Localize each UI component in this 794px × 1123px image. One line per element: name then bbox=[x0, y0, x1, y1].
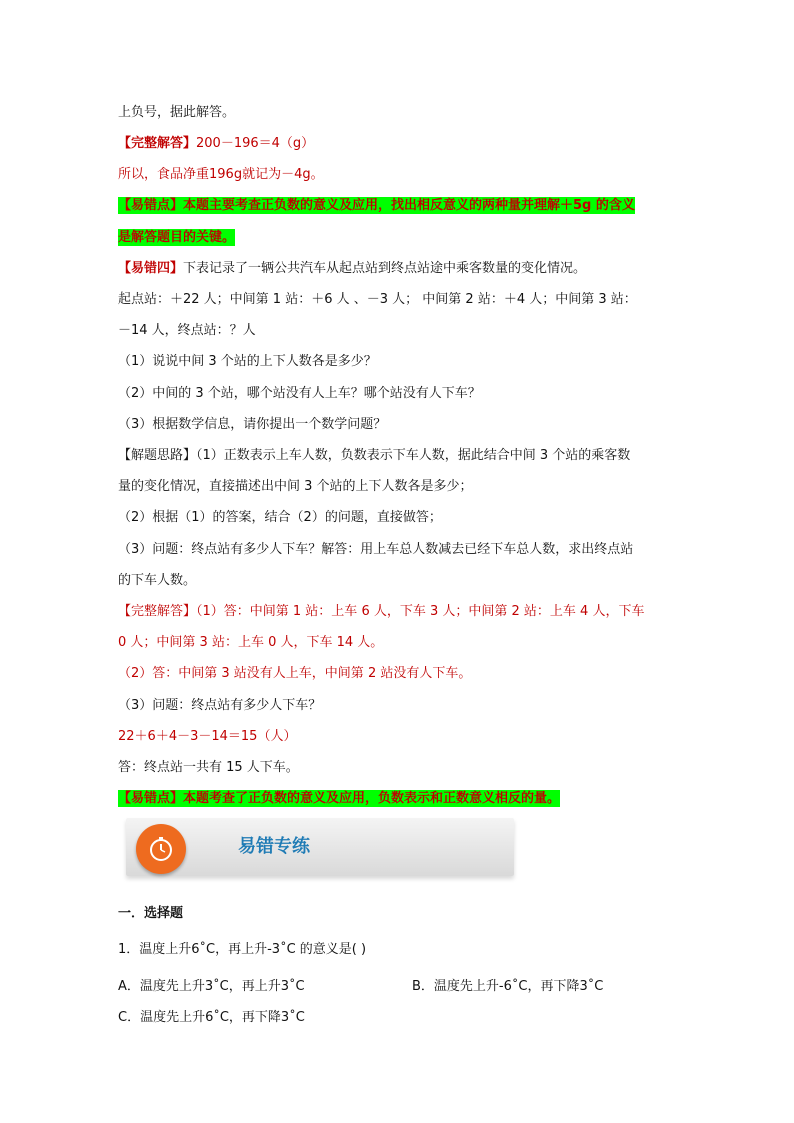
solution-idea-b: 量的变化情况，直接描述出中间 3 个站的上下人数各是多少； bbox=[118, 479, 473, 494]
sub-question-3: （3）根据数学信息，请你提出一个数学问题？ bbox=[118, 417, 387, 432]
mc-option-b: B．温度先上升-6˚C，再下降3˚C bbox=[412, 979, 604, 994]
section-banner bbox=[126, 818, 514, 876]
banner-title: 易错专练 bbox=[238, 836, 310, 857]
full-answer-b: 0 人；中间第 3 站：上车 0 人，下车 14 人。 bbox=[118, 635, 384, 650]
full-answer-e: 22＋6＋4－3－14＝15（人） bbox=[118, 729, 297, 744]
note-line-2: 【易错点】本题考查了正负数的意义及应用，负数表示和正数意义相反的量。 bbox=[118, 791, 561, 806]
question-data-a: 起点站：＋22 人；中间第 1 站：＋6 人 、－3 人； 中间第 2 站：＋4 人；中间第 3 站： bbox=[118, 292, 637, 307]
sub-question-1: （1）说说中间 3 个站的上下人数各是多少？ bbox=[118, 354, 377, 369]
section-heading: 一．选择题 bbox=[118, 906, 184, 921]
answer-line-1 bbox=[118, 134, 314, 154]
question-data-b: －14 人，终点站：？人 bbox=[118, 323, 256, 338]
paragraph-result: 所以，食品净重196g就记为－4g。 bbox=[118, 167, 324, 182]
full-answer-f: 答：终点站一共有 15 人下车。 bbox=[118, 760, 299, 775]
mc-option-a: A．温度先上升3˚C，再上升3˚C bbox=[118, 979, 305, 994]
answer-label: 【完整解答】 bbox=[118, 136, 197, 151]
full-answer-c: （2）答：中间第 3 站没有人上车，中间第 2 站没有人下车。 bbox=[118, 666, 472, 681]
full-answer-d: （3）问题：终点站有多少人下车？ bbox=[118, 698, 322, 713]
stopwatch-icon bbox=[136, 824, 186, 874]
answer-text: 200－196＝4（g） bbox=[196, 136, 315, 151]
solution-idea-d: （3）问题：终点站有多少人下车？解答：用上车总人数减去已经下车总人数，求出终点站 bbox=[118, 542, 634, 557]
full-answer-a: 【完整解答】（1）答：中间第 1 站：上车 6 人，下车 3 人；中间第 2 站：上车 4 人，下车 bbox=[118, 604, 645, 619]
mc-question: 1．温度上升6˚C，再上升-3˚C 的意义是( ) bbox=[118, 942, 367, 957]
mc-option-c: C．温度先上升6˚C，再下降3˚C bbox=[118, 1010, 305, 1025]
question-four bbox=[118, 259, 586, 279]
question-label: 【易错四】 bbox=[118, 261, 184, 276]
paragraph-intro: 上负号，据此解答。 bbox=[118, 105, 236, 120]
sub-question-2: （2）中间的 3 个站，哪个站没有人上车？哪个站没有人下车？ bbox=[118, 386, 481, 401]
note-line-1a: 【易错点】本题主要考查正负数的意义及应用，找出相反意义的两种量并理解＋5g 的含义 bbox=[118, 198, 635, 213]
solution-idea-a: 【解题思路】（1）正数表示上车人数，负数表示下车人数，据此结合中间 3 个站的乘客数 bbox=[118, 448, 631, 463]
solution-idea-e: 的下车人数。 bbox=[118, 573, 197, 588]
solution-idea-c: （2）根据（1）的答案，结合（2）的问题，直接做答； bbox=[118, 510, 442, 525]
question-text: 下表记录了一辆公共汽车从起点站到终点站途中乘客数量的变化情况。 bbox=[183, 261, 587, 276]
note-line-1b: 是解答题目的关键。 bbox=[118, 230, 236, 245]
